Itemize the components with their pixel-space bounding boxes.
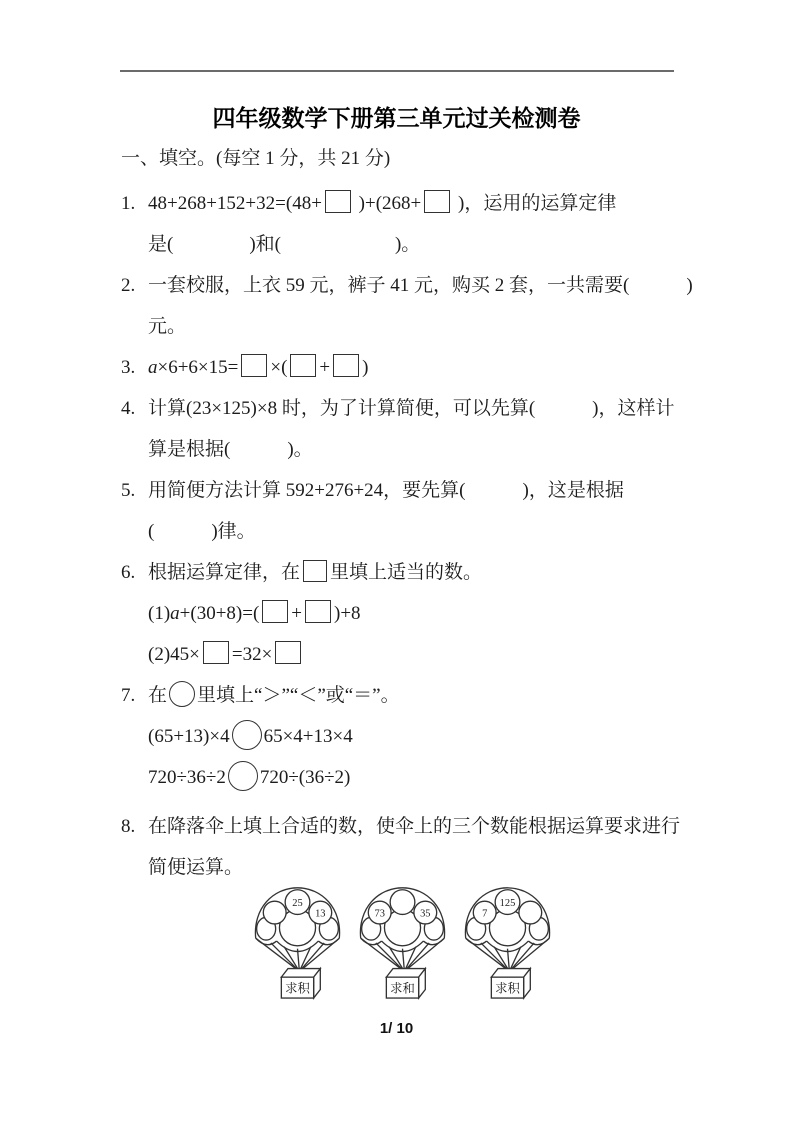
answer-box[interactable] — [241, 354, 267, 377]
parachute-3 — [460, 884, 555, 1000]
q1-text-1: 48+268+152+32=(48+ — [148, 193, 322, 214]
q5-line1 — [121, 470, 681, 511]
q7-number: 7. — [121, 685, 136, 706]
parachute-task-label: 求积 — [285, 981, 310, 996]
answer-box[interactable] — [290, 354, 316, 377]
q1-text-4: 是( )和( )。 — [148, 234, 421, 255]
q4-number: 4. — [121, 398, 136, 419]
page-number: 1/ 10 — [379, 1020, 414, 1037]
answer-box[interactable] — [333, 354, 359, 377]
q1-number: 1. — [121, 193, 136, 214]
q2-number: 2. — [121, 275, 136, 296]
q8-line1 — [121, 806, 681, 847]
q6-sub2-text-1: (2)45× — [148, 644, 200, 665]
q6-sub1-label: (1) — [148, 603, 171, 624]
q2-line1 — [121, 265, 693, 306]
q8-number: 8. — [121, 816, 136, 837]
q2-text-1: 一套校服，上衣 59 元，裤子 41 元，购买 2 套，一共需要( ) — [148, 275, 693, 296]
parachute-value: 73 — [374, 908, 385, 920]
q3-text-3: + — [319, 357, 331, 378]
q4-line2 — [121, 429, 681, 470]
answer-box[interactable] — [275, 641, 301, 664]
parachute-value: 13 — [315, 908, 326, 920]
answer-box[interactable] — [203, 641, 229, 664]
q6-sub2 — [121, 634, 681, 675]
q6-variable: a — [170, 603, 180, 624]
q5-text-2: ( )律。 — [148, 521, 256, 542]
q7-expr2-right: 720÷(36÷2) — [259, 767, 351, 788]
comparison-circle[interactable] — [228, 761, 258, 791]
q8-line2 — [121, 847, 681, 888]
q4-text-1: 计算(23×125)×8 时，为了计算简便，可以先算( )，这样计 — [148, 398, 675, 419]
q8-text-2: 简便运算。 — [148, 857, 244, 878]
q6-line1 — [121, 552, 681, 593]
q7-text-2: 里填上“＞”“＜”或“＝”。 — [197, 685, 400, 706]
parachute-number-circle[interactable] — [519, 901, 542, 924]
q6-text-1: 根据运算定律，在 — [148, 562, 301, 583]
q6-sub1-text-3: )+8 — [334, 603, 361, 624]
q7-expr2 — [121, 757, 681, 798]
q1-line2 — [121, 224, 681, 265]
q1-line1 — [121, 183, 681, 224]
q3-text-1: ×6+6×15= — [157, 357, 239, 378]
q7-expr1 — [121, 716, 681, 757]
parachute-value: 125 — [499, 897, 516, 909]
q2-text-2: 元。 — [148, 316, 187, 337]
q4-line1 — [121, 388, 681, 429]
q3-number: 3. — [121, 357, 136, 378]
q4-text-2: 算是根据( )。 — [148, 439, 313, 460]
answer-box[interactable] — [424, 190, 450, 213]
q1-text-2: )+(268+ — [353, 193, 422, 214]
q7-expr2-left: 720÷36÷2 — [148, 767, 226, 788]
q5-number: 5. — [121, 480, 136, 501]
answer-box[interactable] — [303, 560, 327, 582]
parachute-value: 7 — [482, 908, 488, 920]
q7-line1 — [121, 675, 681, 716]
parachute-2 — [355, 884, 450, 1000]
answer-box[interactable] — [305, 600, 331, 623]
parachute-illustrations — [250, 884, 555, 1000]
parachute-task-label: 求和 — [390, 981, 415, 996]
q6-sub2-text-2: =32× — [231, 644, 273, 665]
answer-box[interactable] — [325, 190, 351, 213]
parachute-value: 35 — [420, 908, 431, 920]
q6-sub1-text-1: +(30+8)=( — [179, 603, 260, 624]
answer-box[interactable] — [262, 600, 288, 623]
q7-expr1-left: (65+13)×4 — [148, 726, 230, 747]
q3-line1 — [121, 347, 681, 388]
q1-text-3: )，运用的运算定律 — [453, 193, 617, 214]
q3-text-2: ×( — [270, 357, 288, 378]
parachute-task-label: 求积 — [495, 981, 520, 996]
parachute-value: 25 — [292, 897, 303, 909]
comparison-circle[interactable] — [232, 720, 262, 750]
q6-number: 6. — [121, 562, 136, 583]
q6-sub1 — [121, 593, 681, 634]
parachute-number-circle[interactable] — [390, 890, 415, 915]
comparison-circle[interactable] — [169, 681, 195, 707]
parachute-number-circle[interactable] — [263, 901, 286, 924]
q7-expr1-right: 65×4+13×4 — [263, 726, 353, 747]
q6-text-2: 里填上适当的数。 — [330, 562, 483, 583]
worksheet-body — [121, 138, 693, 888]
page-title: 四年级数学下册第三单元过关检测卷 — [212, 105, 581, 131]
q2-line2 — [121, 306, 681, 347]
q7-text-1: 在 — [148, 685, 168, 706]
section-heading-text: 一、填空。(每空 1 分，共 21 分) — [121, 148, 391, 169]
q6-sub1-text-2: + — [291, 603, 303, 624]
q8-text-1: 在降落伞上填上合适的数，使伞上的三个数能根据运算要求进行 — [148, 816, 681, 837]
q5-text-1: 用简便方法计算 592+276+24，要先算( )，这是根据 — [148, 480, 624, 501]
parachute-1 — [250, 884, 345, 1000]
q3-text-4: ) — [362, 357, 369, 378]
header-rule — [120, 70, 674, 72]
q3-variable: a — [148, 357, 158, 378]
section-heading — [121, 138, 681, 179]
q5-line2 — [121, 511, 681, 552]
